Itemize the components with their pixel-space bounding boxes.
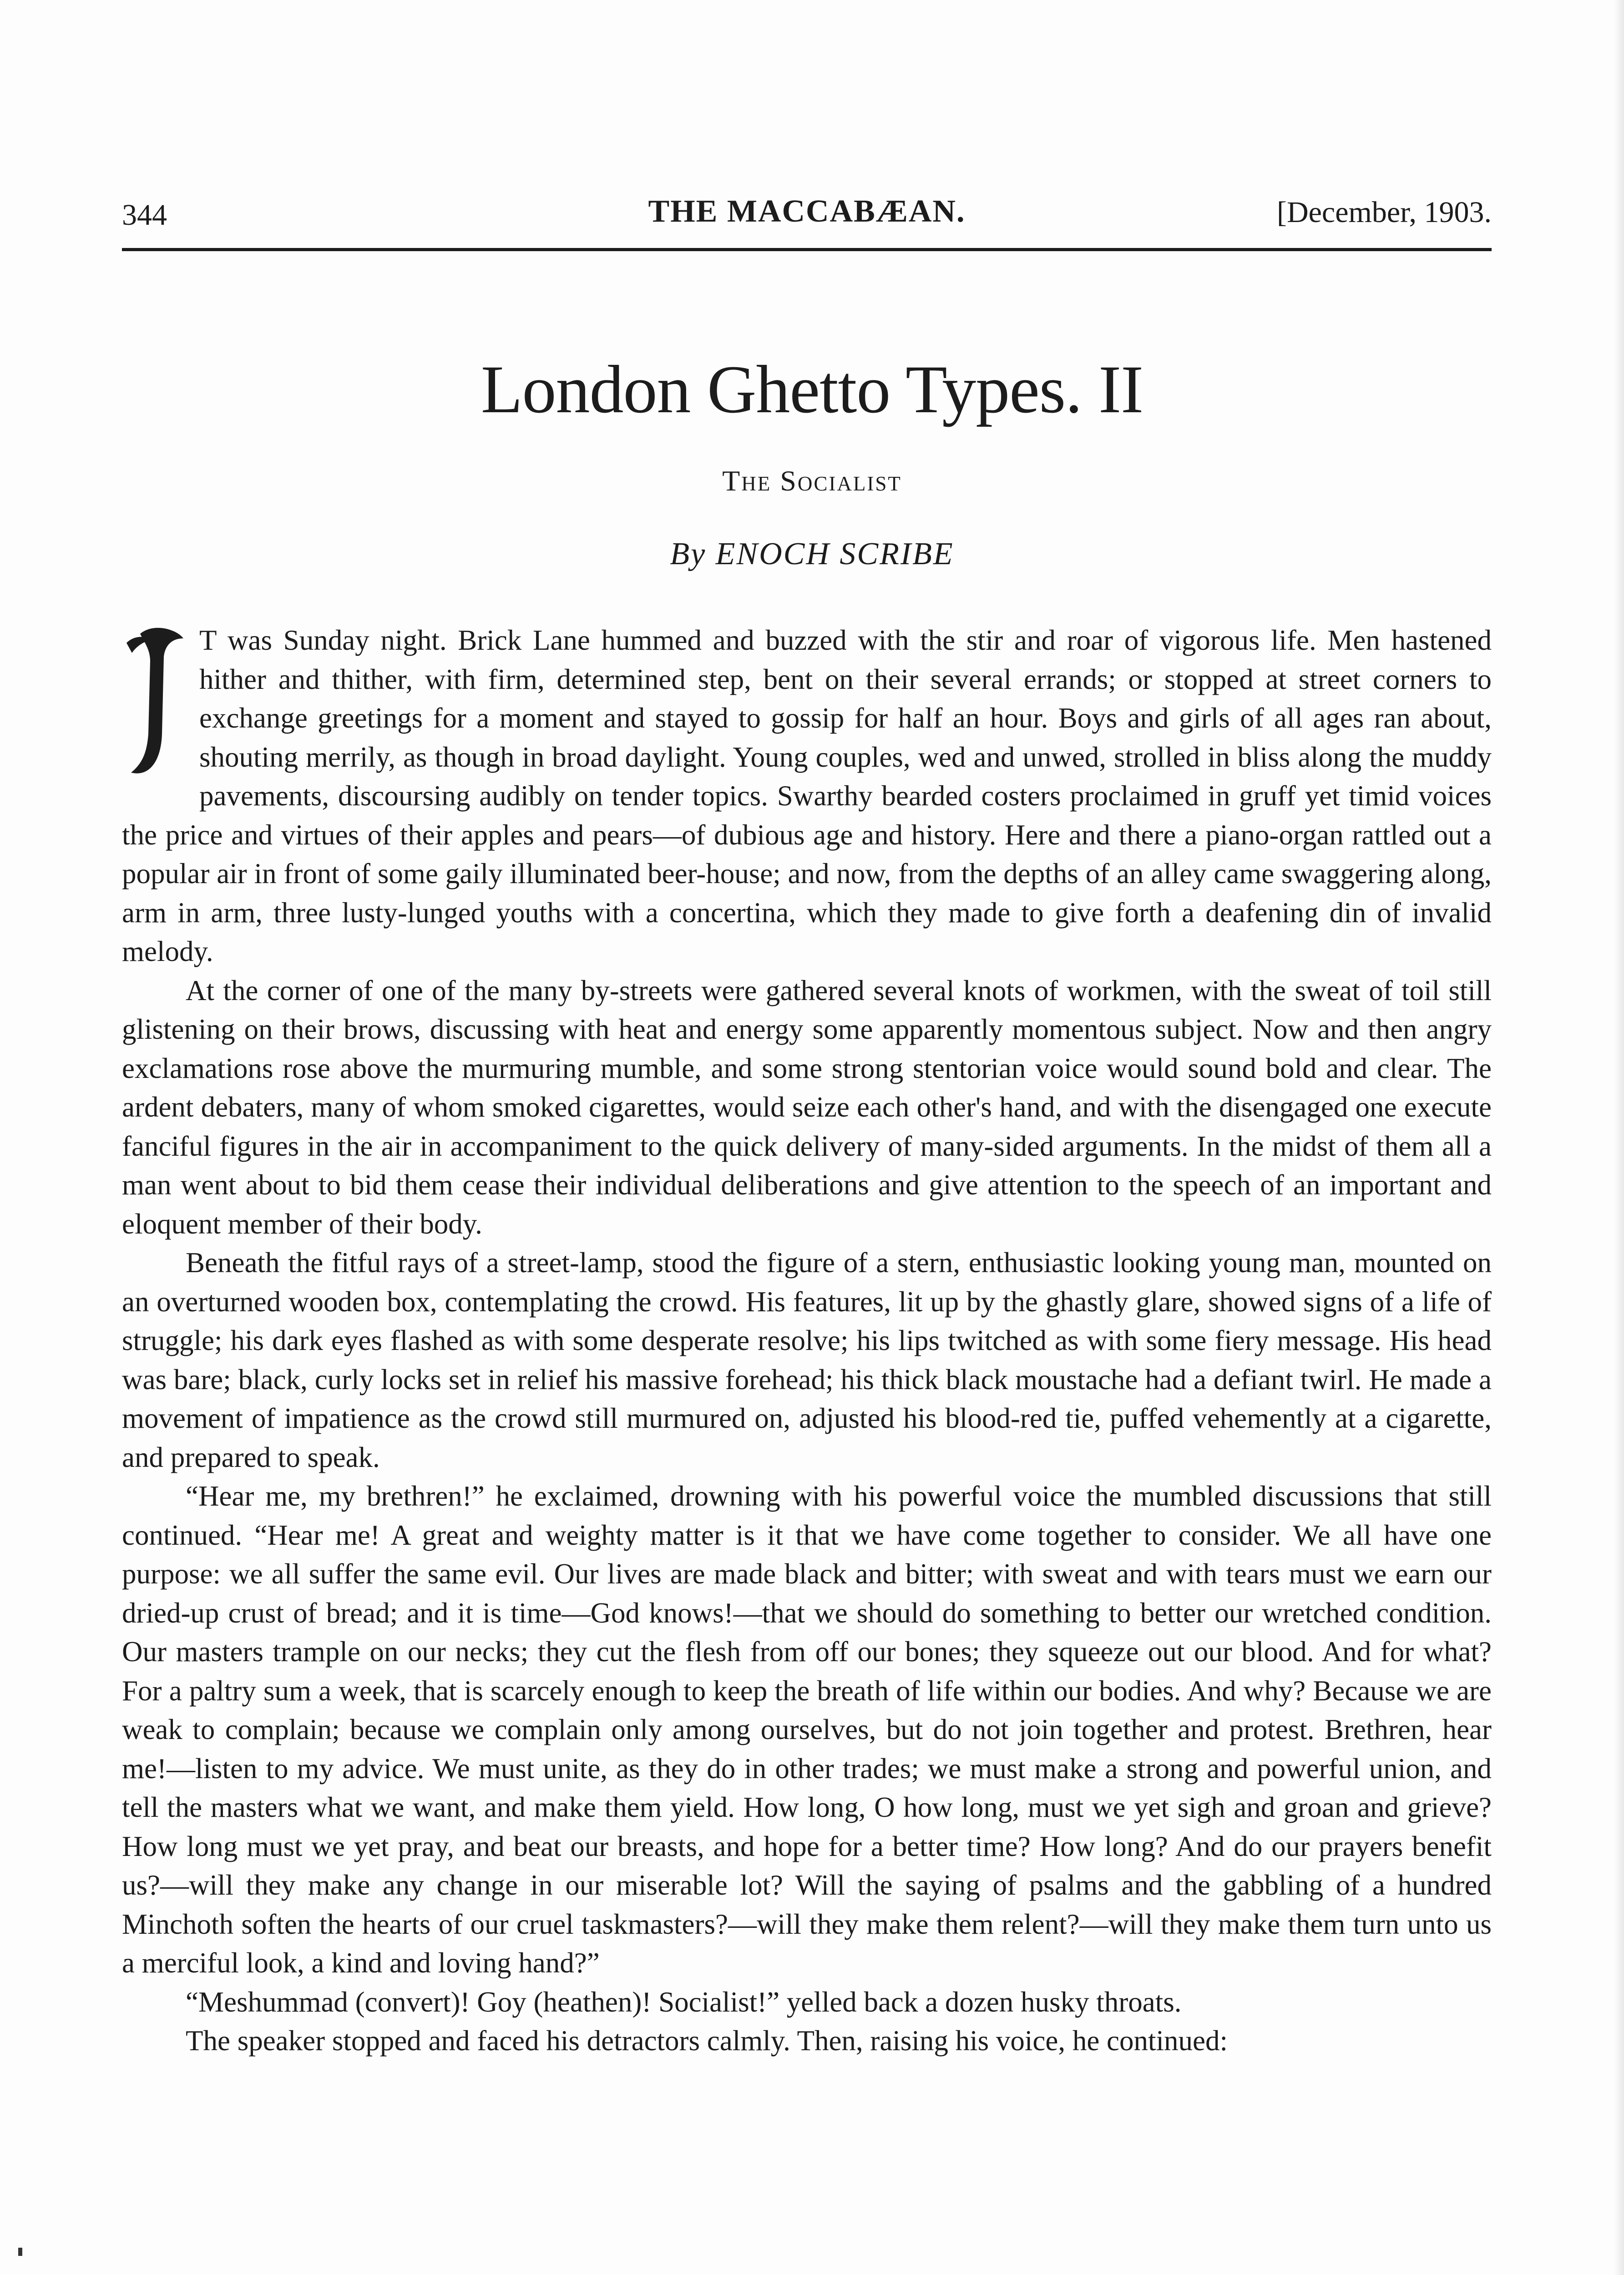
paragraph-4: “Hear me, my brethren!” he exclaimed, drowning with his powerful voice the mumbled discussions that still continued. “Hear me! A great and weighty matter is it that we have come together to consider. We all have one purpose: we all suffer the same evil. Our lives are made black and bitter; with sweat and with tears must we earn our dried-up crust of bread; and it is time—God knows!—that we should do something to better our wretched condition. Our masters trample on our necks; they cut the flesh from off our bones; they squeeze out our blood. And for what? For a paltry sum a week, that is scarcely enough to keep the breath of life within our bodies. And why? Because we are weak to complain; because we complain only among ourselves, but do not join together and protest. Brethren, hear me!—listen to my advice. We must unite, as they do in other trades; we must make a strong and powerful union, and tell the masters what we want, and make them yield. How long, O how long, must we yet sigh and groan and grieve? How long must we yet pray, and beat our breasts, and hope for a better time? How long? And do our prayers benefit us?—will they make any change in our miserable lot? Will the saying of psalms and the gabbling of a hundred Minchoth soften the hearts of our cruel taskmasters?—will they make them relent?—will they make them turn unto us a merciful look, a kind and loving hand?” [122, 1480, 1492, 1979]
paragraph-1 [122, 621, 1492, 971]
paragraph-1-text: T was Sunday night. Brick Lane hummed and buzzed with the stir and roar of vigorous life. Men hastened hither and thither, with firm, determined step, bent on their several errands; or stopped at street corners to exchange greetings for a moment and stayed to gossip for half an hour. Boys and girls of all ages ran about, shouting merrily, as though in broad daylight. Young couples, wed and unwed, strolled in bliss along the muddy pavements, discoursing audibly on tender topics. Swarthy bearded costers proclaimed in gruff yet timid voices the price and virtues of their apples and pears—of dubious age and history. Here and there a piano-organ rattled out a popular air in front of some gaily illuminated beer-house; and now, from the depths of an alley came swaggering along, arm in arm, three lusty-lunged youths with a concertina, which they made to give forth a deafening din of invalid melody. [122, 624, 1492, 967]
paragraph-6: The speaker stopped and faced his detractors calmly. Then, raising his voice, he continued: [186, 2025, 1228, 2057]
article-subtitle: The Socialist [722, 465, 902, 497]
article-title: London Ghetto Types. II [481, 352, 1143, 427]
scan-edge [1614, 0, 1624, 2275]
margin-mark [18, 2248, 22, 2256]
paragraph-3: Beneath the fitful rays of a street-lamp, stood the figure of a stern, enthusiastic looking young man, mounted on an overturned wooden box, contemplating the crowd. His features, lit up by the ghastly glare, showed signs of a life of struggle; his dark eyes flashed as with some desperate resolve; his lips twitched as with some fiery message. His head was bare; black, curly locks set in relief his massive forehead; his thick black moustache had a defiant twirl. He made a movement of impatience as the crowd still murmured on, adjusted his blood-red tie, puffed vehemently at a cigarette, and prepared to speak. [122, 1247, 1492, 1473]
issue-date: [December, 1903. [1277, 196, 1492, 229]
article-body [122, 621, 1492, 2061]
paragraph-5: “Meshummad (convert)! Goy (heathen)! Socialist!” yelled back a dozen husky throats. [186, 1986, 1182, 2018]
page-number: 344 [122, 198, 167, 232]
running-header [122, 193, 1492, 243]
article-byline: By ENOCH SCRIBE [670, 536, 954, 571]
journal-title: THE MACCABÆAN. [648, 194, 966, 229]
paragraph-2: At the corner of one of the many by-streets were gathered several knots of workmen, with the sweat of toil still glistening on their brows, discussing with heat and energy some apparently momentous subject. Now and then angry exclamations rose above the murmuring mumble, and some strong stentorian voice would sound bold and clear. The ardent debaters, many of whom smoked cigarettes, would seize each other's hand, and with the disengaged one execute fanciful figures in the air in accompaniment to the quick delivery of many-sided arguments. In the midst of them all a man went about to bid them cease their individual deliberations and give attention to the speech of an important and eloquent member of their body. [122, 974, 1492, 1240]
dropcap-letter [122, 625, 190, 779]
header-rule [122, 248, 1492, 251]
